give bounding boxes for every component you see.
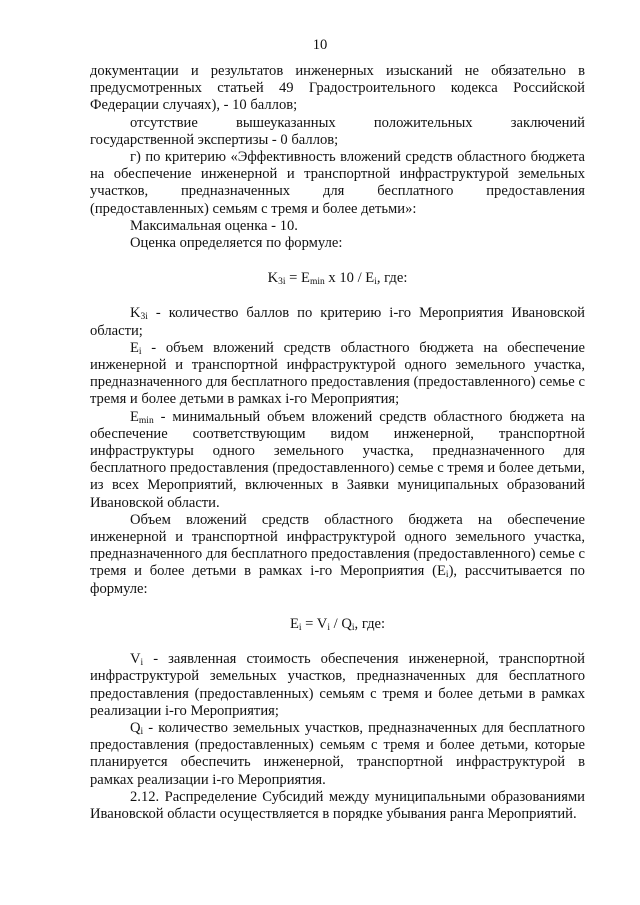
paragraph: отсутствие вышеуказанных положительных заключений государственной экспертизы - 0 баллов; <box>90 114 585 148</box>
paragraph: Оценка определяется по формуле: <box>130 235 343 252</box>
formula-k3i: $K_{3i} = E_{min}$ x $10 / E_i$, где: <box>267 270 408 288</box>
paragraph: документации и результатов инженерных изысканий не обязательно в предусмотренных статьей 49 Градостроительного кодекса Российской Федерации случаях), - 10 баллов; <box>90 63 585 114</box>
definition-qi: $Q_i$ - количество земельных участков, предназначенных для бесплатного предоставления (предоставленных) семьям с тремя и более детьми, которые планируется обеспечить инженерной, транспортной инфраструктурой в рамках реализации i-го Мероприятия. <box>90 719 585 788</box>
paragraph: 2.12. Распределение Субсидий между муниципальными образованиями Ивановской области осуществляется в порядке убывания ранга Мероприятий. <box>90 788 585 822</box>
paragraph: г) по критерию «Эффективность вложений средств областного бюджета на обеспечение инженерной и транспортной инфраструктурой земельных участков, предназначенных для бесплатного предоставления (предоставленных) семьям с тремя и более детьми»: <box>90 149 585 217</box>
formula-ei: $E_i = V_i / Q_i$, где: <box>289 615 386 633</box>
document-body <box>90 63 585 823</box>
definition-emin: $E_{min}$ - минимальный объем вложений средств областного бюджета на обеспечение соответствующим видом инженерной, транспортной инфраструктуры одного земельного участка, предназначенного для бесплатного предоставления (предоставленного) семье с тремя и более детьми, из всех Мероприятий, включенных в Заявки муниципальных образований Ивановской области. <box>90 408 585 511</box>
definition-k3i: $K_{3i}$ - количество баллов по критерию i-го Мероприятия Ивановской области; <box>90 305 585 339</box>
definition-ei: $E_i$ - объем вложений средств областного бюджета на обеспечение инженерной и транспортной инфраструктурой одного земельного участка, предназначенного для бесплатного предоставления (предоставленного) семье с тремя и более детьми в рамках i-го Мероприятия; <box>90 339 585 408</box>
definition-vi: $V_i$ - заявленная стоимость обеспечения инженерной, транспортной инфраструктурой земельных участков, предназначенных для бесплатного предоставления (предоставленных) семьям с тремя и более детьми в рамках реализации i-го Мероприятия; <box>90 651 585 719</box>
page-number: 10 <box>312 37 328 53</box>
paragraph: Максимальная оценка - 10. <box>130 217 298 234</box>
paragraph: Объем вложений средств областного бюджета на обеспечение инженерной и транспортной инфраструктурой одного земельного участка, предназначенного для бесплатного предоставления (предоставленного) семье с тремя и более детьми в рамках i-го Мероприятия $(E_i)$, рассчитывается по формуле: <box>90 511 585 597</box>
